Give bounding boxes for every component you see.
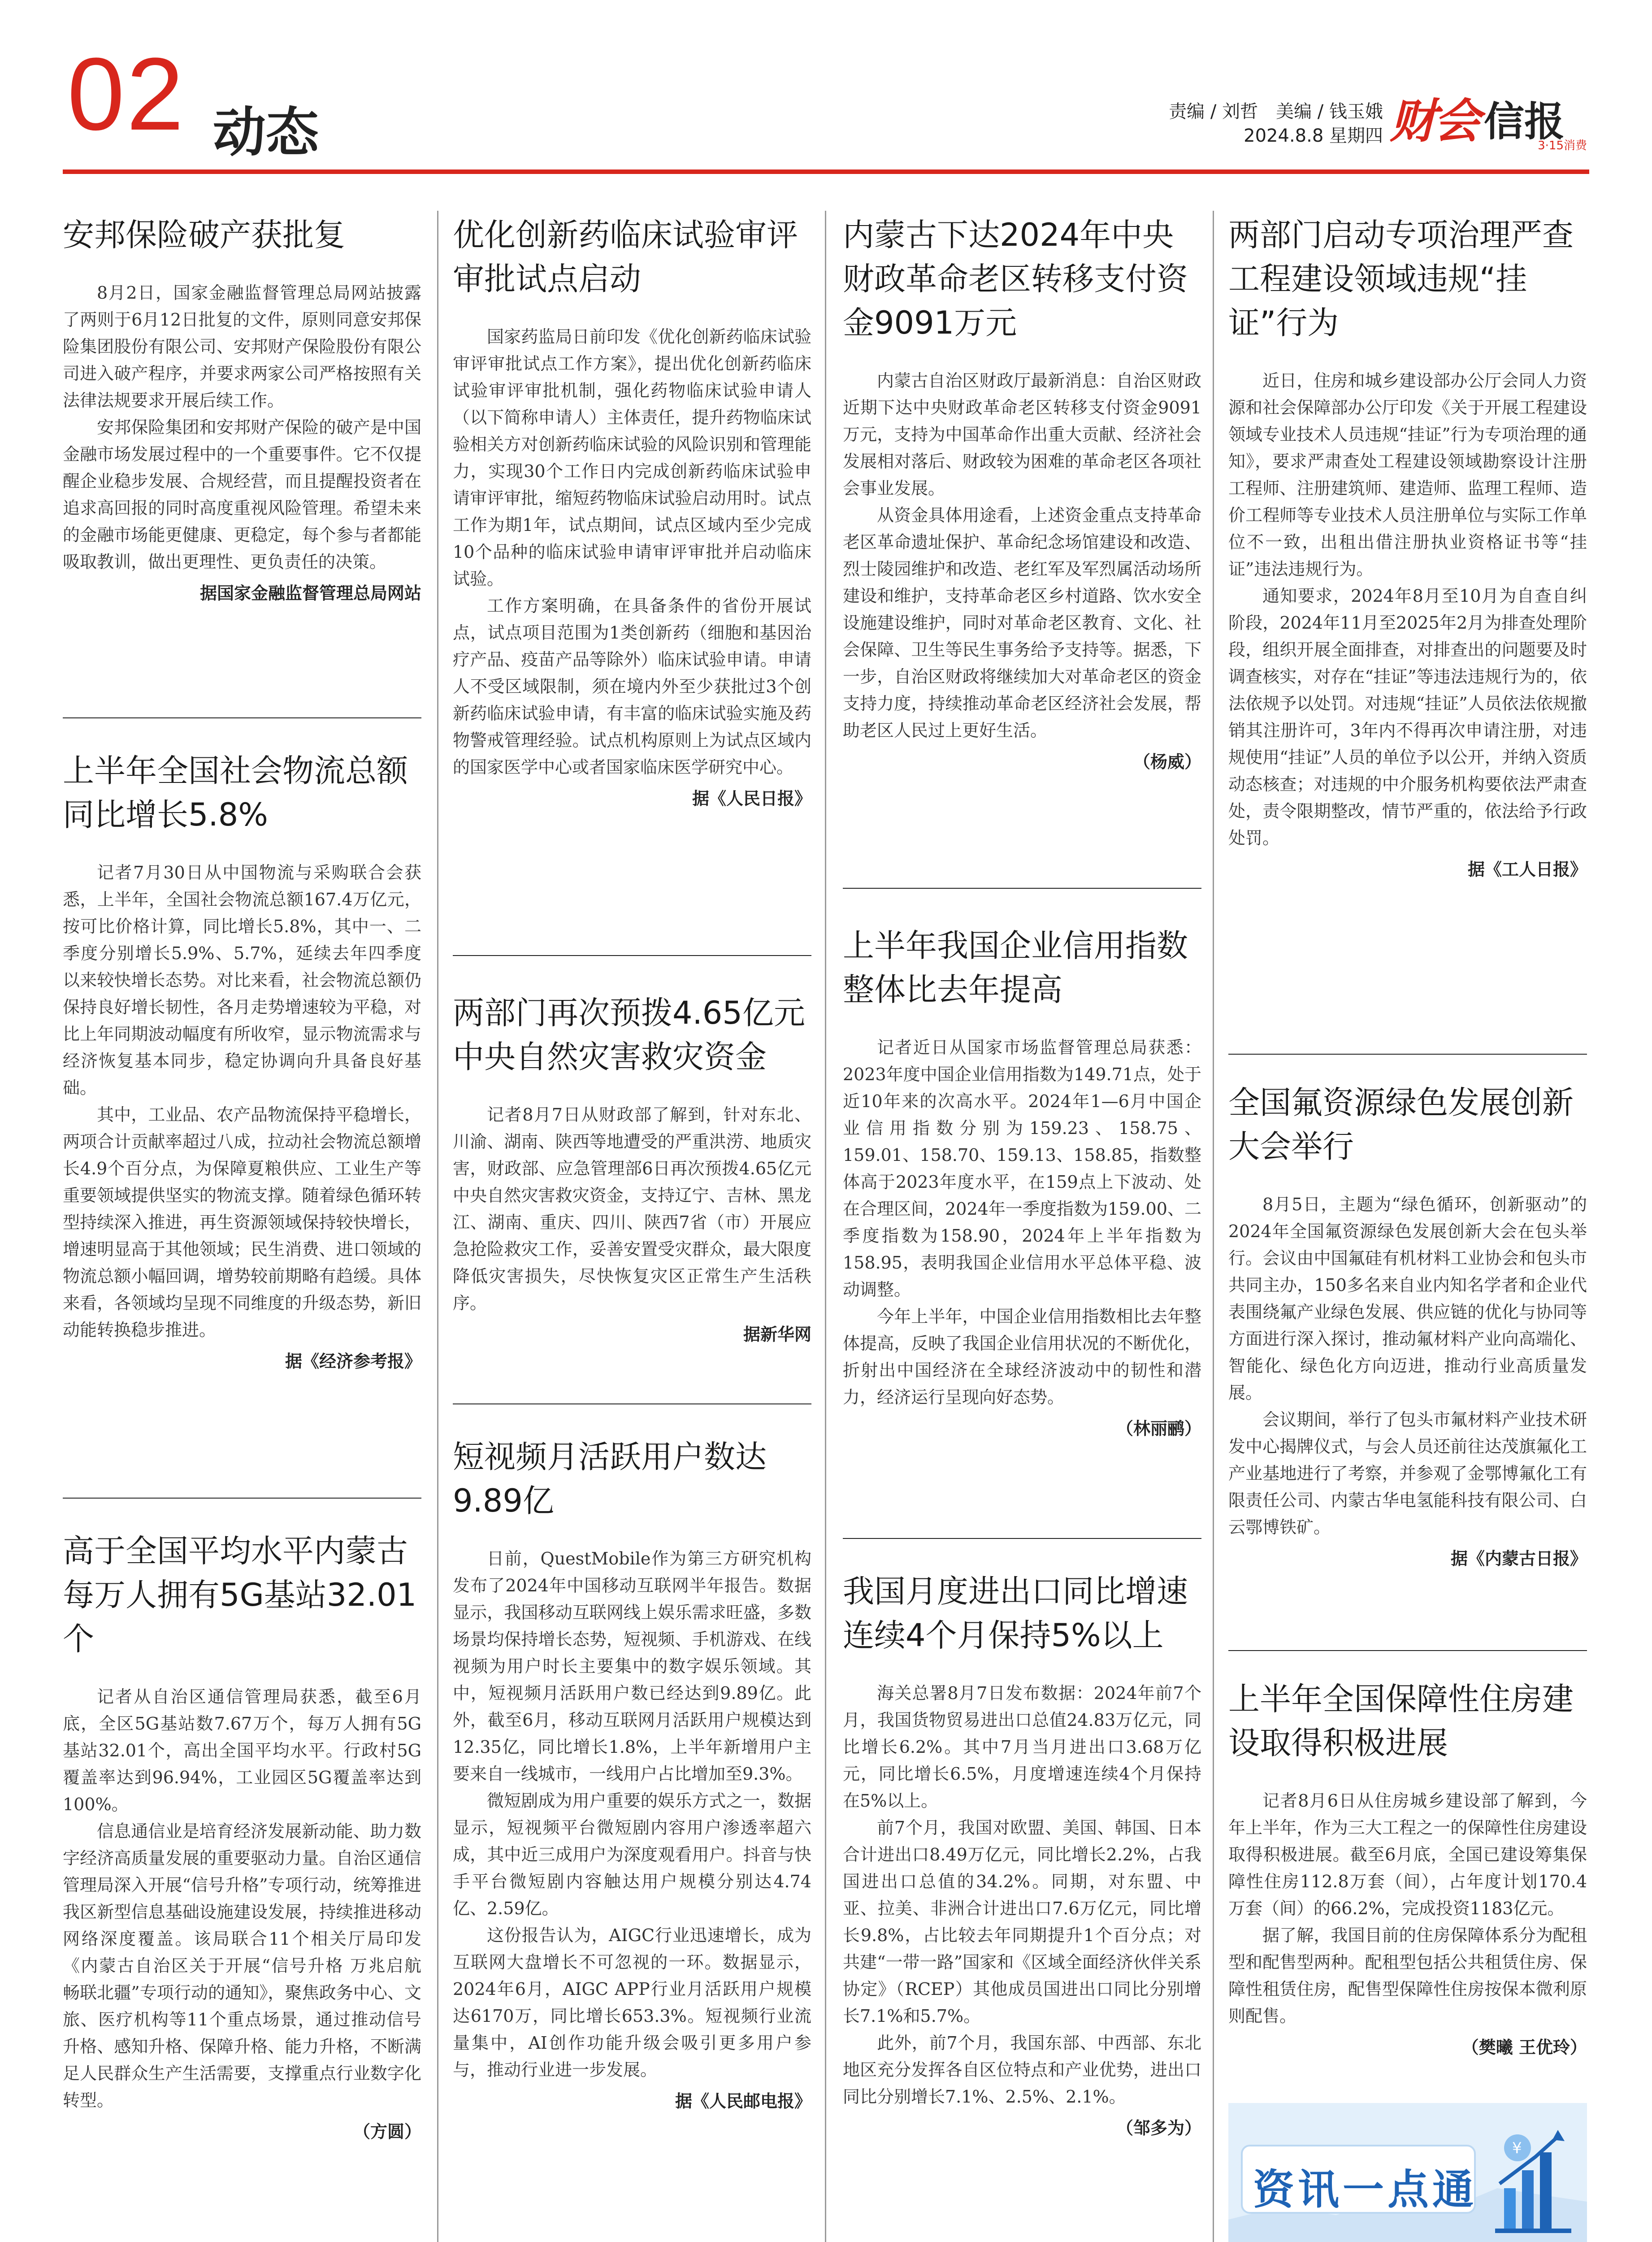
banner-title: 资讯一点通 xyxy=(1253,2166,1478,2214)
article-trade-growth xyxy=(843,1569,1201,2142)
article-paragraph: 此外，前7个月，我国东部、中西部、东北地区充分发挥各自区位特点和产业优势，进出口同比分别增长7.1%、2.5%、2.1%。 xyxy=(843,2033,1201,2107)
article-body xyxy=(1228,367,1587,852)
article-paragraph: 内蒙古自治区财政厅最新消息：自治区财政近期下达中央财政革命老区转移支付资金9091万元，支持为中国革命作出重大贡献、经济社会发展相对落后、财政较为困难的革命老区各项社会事业发展。 xyxy=(843,371,1201,498)
article-short-video-users xyxy=(453,1435,811,2115)
article-body xyxy=(63,859,421,1343)
column-rule xyxy=(437,211,438,2242)
article-paragraph: 国家药监局日前印发《优化创新药临床试验审评审批试点工作方案》，提出优化创新药临床试验审评审批机制，强化药物临床试验申请人（以下简称申请人）主体责任，提升药物临床试验相关方对创新药临床试验的风险识别和管理能力，实现30个工作日内完成创新药临床试验申请审评审批，缩短药物临床试验启动用时。试点工作为期1年，试点期间，试点区域内至少完成10个品种的临床试验申请审评审批并启动临床试验。 xyxy=(453,327,811,589)
column-rule xyxy=(1213,211,1214,2242)
masthead xyxy=(0,0,1652,179)
article-source: 据《人民邮电报》 xyxy=(675,2091,811,2111)
article-certificate-rental-crackdown xyxy=(1228,213,1587,883)
article-paragraph: 日前，QuestMobile作为第三方研究机构发布了2024年中国移动互联网半年报告。数据显示，我国移动互联网线上娱乐需求旺盛，多数场景均保持增长态势，短视频、手机游戏、在线视频为用户时长主要集中的数字娱乐领域。其中，短视频月活跃用户数已经达到9.89亿。此外，截至6月，移动互联网月活跃用户规模达到12.35亿，同比增长1.8%，上半年新增用户主要来自一线城市，一线用户占比增加至9.3%。 xyxy=(453,1549,811,1784)
logo-tag: 3·15消费 xyxy=(1538,139,1587,152)
article-affordable-housing xyxy=(1228,1677,1587,2061)
article-paragraph: 安邦保险集团和安邦财产保险的破产是中国金融市场发展过程中的一个重要事件。它不仅提醒企业稳步发展、合规经营，而且提醒投资者在追求高回报的同时高度重视风险管理。希望未来的金融市场能更健康、更稳定，每个参与者都能吸取教训，做出更理性、更负责任的决策。 xyxy=(63,417,421,572)
article-source: 据《经济参考报》 xyxy=(285,1351,421,1371)
article-divider xyxy=(843,1538,1201,1539)
section-title: 动态 xyxy=(213,101,319,163)
article-paragraph: 记者7月30日从中国物流与采购联合会获悉，上半年，全国社会物流总额167.4万亿元，按可比价格计算，同比增长5.8%，其中一、二季度分别增长5.9%、5.7%，延续去年四季度以来较快增长态势。对比来看，社会物流总额仍保持良好增长韧性，各月走势增速较为平稳，对比上年同期波动幅度有所收窄，显示物流需求与经济恢复基本同步，稳定协调向升具备良好基础。 xyxy=(63,863,421,1098)
article-divider xyxy=(1228,1650,1587,1651)
editor-credits: 责编 / 刘哲 美编 / 钱玉娥 xyxy=(1169,101,1383,122)
article-body xyxy=(843,367,1201,744)
article-title: 安邦保险破产获批复 xyxy=(63,217,345,253)
column-rule xyxy=(825,211,826,2242)
money-bag-chart-icon xyxy=(1486,2121,1580,2242)
article-paragraph: 通知要求，2024年8月至10月为自查自纠阶段，2024年11月至2025年2月为排查处理阶段，组织开展全面排查，对排查出的问题要及时调查核实，对存在“挂证”等违法违规行为的，依法依规予以处罚。对违规“挂证”人员依法依规撤销其注册许可，3年内不得再次申请注册，对违规使用“挂证”人员的单位予以公开，并纳入资质动态核查；对违规的中介服务机构要依法严肃查处，责令限期整改，情节严重的，依法给予行政处罚。 xyxy=(1228,586,1587,848)
article-divider xyxy=(63,1498,421,1499)
article-paragraph: 记者8月6日从住房城乡建设部了解到，今年上半年，作为三大工程之一的保障性住房建设取得积极进展。截至6月底，全国已建设筹集保障性住房112.8万套（间），占年度计划170.4万套（间）的66.2%，完成投资1183亿元。 xyxy=(1228,1791,1587,1918)
article-source: 据《工人日报》 xyxy=(1467,860,1587,879)
article-paragraph: 工作方案明确，在具备条件的省份开展试点，试点项目范围为1类创新药（细胞和基因治疗产品、疫苗产品等除外）临床试验申请。申请人不受区域限制，须在境内外至少获批过3个创新药临床试验申请，有丰富的临床试验实施及药物警戒管理经验。试点机构原则上为试点区域内的国家医学中心或者国家临床医学研究中心。 xyxy=(453,596,811,777)
article-source: 据新华网 xyxy=(743,1325,811,1344)
article-paragraph: 记者从自治区通信管理局获悉，截至6月底，全区5G基站数7.67万个，每万人拥有5G基站32.01个，高出全国平均水平。行政村5G覆盖率达到96.94%，工业园区5G覆盖率达到100%。 xyxy=(63,1687,421,1814)
article-source: 据《内蒙古日报》 xyxy=(1450,1549,1587,1569)
article-title: 短视频月活跃用户数达9.89亿 xyxy=(453,1438,767,1519)
news-brief-banner xyxy=(1228,2103,1587,2242)
logo-sub-text: 信报 xyxy=(1484,98,1565,145)
article-title: 两部门启动专项治理严查工程建设领域违规“挂证”行为 xyxy=(1228,217,1574,341)
header-rule xyxy=(63,169,1589,174)
article-credit-index xyxy=(843,924,1201,1442)
article-title: 高于全国平均水平内蒙古每万人拥有5G基站32.01个 xyxy=(63,1533,417,1657)
article-divider xyxy=(843,888,1201,889)
article-paragraph: 会议期间，举行了包头市氟材料产业技术研发中心揭牌仪式，与会人员还前往达茂旗氟化工产业基地进行了考察，并参观了金鄂博氟化工有限责任公司、内蒙古华电氢能科技有限公司、白云鄂博铁矿。 xyxy=(1228,1410,1587,1537)
article-source: 据《人民日报》 xyxy=(692,789,811,808)
article-paragraph: 微短剧成为用户重要的娱乐方式之一，数据显示，短视频平台微短剧内容用户渗透率超六成，其中近三成用户为深度观看用户。抖音与快手平台微短剧内容触达用户规模分别达4.74亿、2.59亿。 xyxy=(453,1791,811,1918)
article-title: 两部门再次预拨4.65亿元中央自然灾害救灾资金 xyxy=(453,995,805,1075)
article-paragraph: 据了解，我国目前的住房保障体系分为配租型和配售型两种。配租型包括公共租赁住房、保障性租赁住房，配售型保障性住房按保本微利原则配售。 xyxy=(1228,1925,1587,2026)
article-paragraph: 记者8月7日从财政部了解到，针对东北、川渝、湖南、陕西等地遭受的严重洪涝、地质灾害，财政部、应急管理部6日再次预拨4.65亿元中央自然灾害救灾资金，支持辽宁、吉林、黑龙江、湖南、重庆、四川、陕西7省（市）开展应急抢险救灾工作，妥善安置受灾群众，最大限度降低灾害损失，尽快恢复灾区正常生产生活秩序。 xyxy=(453,1105,811,1313)
logo-main-text: 财会 xyxy=(1390,93,1478,148)
article-paragraph: 前7个月，我国对欧盟、美国、韩国、日本合计进出口8.49万亿元，同比增长2.2%，占我国进出口总值的34.2%。同期，对东盟、中亚、拉美、非洲合计进出口7.6万亿元，同比增长9.8%，占比较去年同期提升1个百分点；对共建“一带一路”国家和《区域全面经济伙伴关系协定》（RCEP）其他成员国进出口同比分别增长7.1%和5.7%。 xyxy=(843,1818,1201,2026)
article-fluorine-conference xyxy=(1228,1081,1587,1572)
article-paragraph: 这份报告认为，AIGC行业迅速增长，成为互联网大盘增长不可忽视的一环。数据显示，2024年6月，AIGC APP行业月活跃用户规模达6170万，同比增长653.3%。短视频行业流量集中，AI创作功能升级会吸引更多用户参与，推动行业进一步发展。 xyxy=(453,1925,811,2080)
article-title: 上半年我国企业信用指数整体比去年提高 xyxy=(843,927,1188,1008)
article-body xyxy=(63,279,421,575)
article-body xyxy=(453,1101,811,1317)
article-paragraph: 8月2日，国家金融监督管理总局网站披露了两则于6月12日批复的文件，原则同意安邦保险集团股份有限公司、安邦财产保险股份有限公司进入破产程序，并要求两家公司严格按照有关法律法规要求开展后续工作。 xyxy=(63,283,421,410)
article-disaster-relief-funds xyxy=(453,991,811,1348)
article-divider xyxy=(453,955,811,956)
article-drug-trial-pilot xyxy=(453,213,811,812)
article-paragraph: 近日，住房和城乡建设部办公厅会同人力资源和社会保障部办公厅印发《关于开展工程建设领域专业技术人员违规“挂证”行为专项治理的通知》，要求严肃查处工程建设领域勘察设计注册工程师、注册建筑师、建造师、监理工程师、造价工程师等专业技术人员注册单位与实际工作单位不一致，出租出借注册执业资格证书等“挂证”违法违规行为。 xyxy=(1228,371,1587,579)
article-source: （杨威） xyxy=(1133,752,1201,772)
issue-date: 2024.8.8 星期四 xyxy=(1244,126,1383,146)
article-source: （樊曦 王优玲） xyxy=(1461,2038,1587,2057)
article-paragraph: 记者近日从国家市场监督管理总局获悉：2023年度中国企业信用指数为149.71点，处于近10年来的次高水平。2024年1—6月中国企业信用指数分别为159.23、158.75、159.01、158.70、159.13、158.85，指数整体高于2023年度水平，在159点上下波动、处在合理区间，2024年一季度指数为159.00、二季度指数为158.90，2024年上半年指数为158.95，表明我国企业信用水平总体平稳、波动调整。 xyxy=(843,1038,1201,1299)
article-paragraph: 8月5日，主题为“绿色循环，创新驱动”的2024年全国氟资源绿色发展创新大会在包头举行。会议由中国氟硅有机材料工业协会和包头市共同主办，150多名来自业内知名学者和企业代表围绕氟产业绿色发展、供应链的优化与协同等方面进行深入探讨，推动氟材料产业向高端化、智能化、绿色化方向迈进，推动行业高质量发展。 xyxy=(1228,1195,1587,1403)
article-paragraph: 今年上半年，中国企业信用指数相比去年整体提高，反映了我国企业信用状况的不断优化，折射出中国经济在全球经济波动中的韧性和潜力，经济运行呈现向好态势。 xyxy=(843,1307,1201,1407)
article-body xyxy=(843,1034,1201,1411)
article-title: 上半年全国社会物流总额同比增长5.8% xyxy=(63,752,408,833)
article-body xyxy=(1228,1787,1587,2029)
article-title: 上半年全国保障性住房建设取得积极进展 xyxy=(1228,1681,1574,1761)
article-divider xyxy=(63,717,421,718)
article-divider xyxy=(453,1403,811,1404)
article-title: 我国月度进出口同比增速连续4个月保持5%以上 xyxy=(843,1573,1188,1654)
article-anbang-bankruptcy xyxy=(63,213,421,607)
article-logistics-growth xyxy=(63,749,421,1375)
article-5g-stations xyxy=(63,1529,421,2145)
article-source: （邹多为） xyxy=(1116,2118,1201,2138)
svg-text:¥: ¥ xyxy=(1512,2139,1522,2157)
page-number: 02 xyxy=(67,36,186,152)
article-paragraph: 信息通信业是培育经济发展新动能、助力数字经济高质量发展的重要驱动力量。自治区通信管理局深入开展“信号升格”专项行动，统筹推进我区新型信息基础设施建设发展，持续推进移动网络深度覆盖。该局联合11个相关厅局印发《内蒙古自治区关于开展“信号升格 万兆启航 畅联北疆”专项行动的通知》，聚焦政务中心、文旅、医疗机构等11个重点场景，通过推动信号升格、感知升格、保障升格、能力升格，不断满足人民群众生产生活需要，支撑重点行业数字化转型。 xyxy=(63,1821,421,2110)
article-title: 全国氟资源绿色发展创新大会举行 xyxy=(1228,1084,1574,1165)
article-paragraph: 从资金具体用途看，上述资金重点支持革命老区革命遗址保护、革命纪念场馆建设和改造、烈士陵园维护和改造、老红军及军烈属活动场所建设和维护，支持革命老区乡村道路、饮水安全设施建设维护，同时对革命老区教育、文化、社会保障、卫生等民生事务给予支持等。据悉，下一步，自治区财政将继续加大对革命老区的资金支持力度，持续推动革命老区经济社会发展，帮助老区人民过上更好生活。 xyxy=(843,505,1201,740)
article-paragraph: 其中，工业品、农产品物流保持平稳增长，两项合计贡献率超过八成，拉动社会物流总额增长4.9个百分点，为保障夏粮供应、工业生产等重要领域提供坚实的物流支撑。随着绿色循环转型持续深入推进，再生资源领域保持较快增长，增速明显高于其他领域；民生消费、进口领域的物流总额小幅回调，增势较前期略有趋缓。具体来看，各领域均呈现不同维度的升级态势，新旧动能转换稳步推进。 xyxy=(63,1105,421,1340)
article-body xyxy=(453,1545,811,2083)
article-source: 据国家金融监督管理总局网站 xyxy=(199,583,421,603)
article-source: （方圆） xyxy=(353,2122,421,2142)
article-title: 优化创新药临床试验审评审批试点启动 xyxy=(453,217,798,297)
article-body xyxy=(63,1683,421,2114)
article-source: （林丽鹂） xyxy=(1116,1419,1201,1438)
article-revolutionary-area-funds xyxy=(843,213,1201,775)
newspaper-logo xyxy=(1390,83,1587,151)
article-body xyxy=(843,1680,1201,2110)
article-divider xyxy=(1228,1054,1587,1055)
article-title: 内蒙古下达2024年中央财政革命老区转移支付资金9091万元 xyxy=(843,217,1188,341)
article-body xyxy=(1228,1191,1587,1541)
article-body xyxy=(453,323,811,781)
article-paragraph: 海关总署8月7日发布数据：2024年前7个月，我国货物贸易进出口总值24.83万亿元，同比增长6.2%。其中7月当月进出口3.68万亿元，同比增长6.5%，月度增速连续4个月保持在5%以上。 xyxy=(843,1683,1201,1811)
editor-info xyxy=(1169,100,1383,148)
